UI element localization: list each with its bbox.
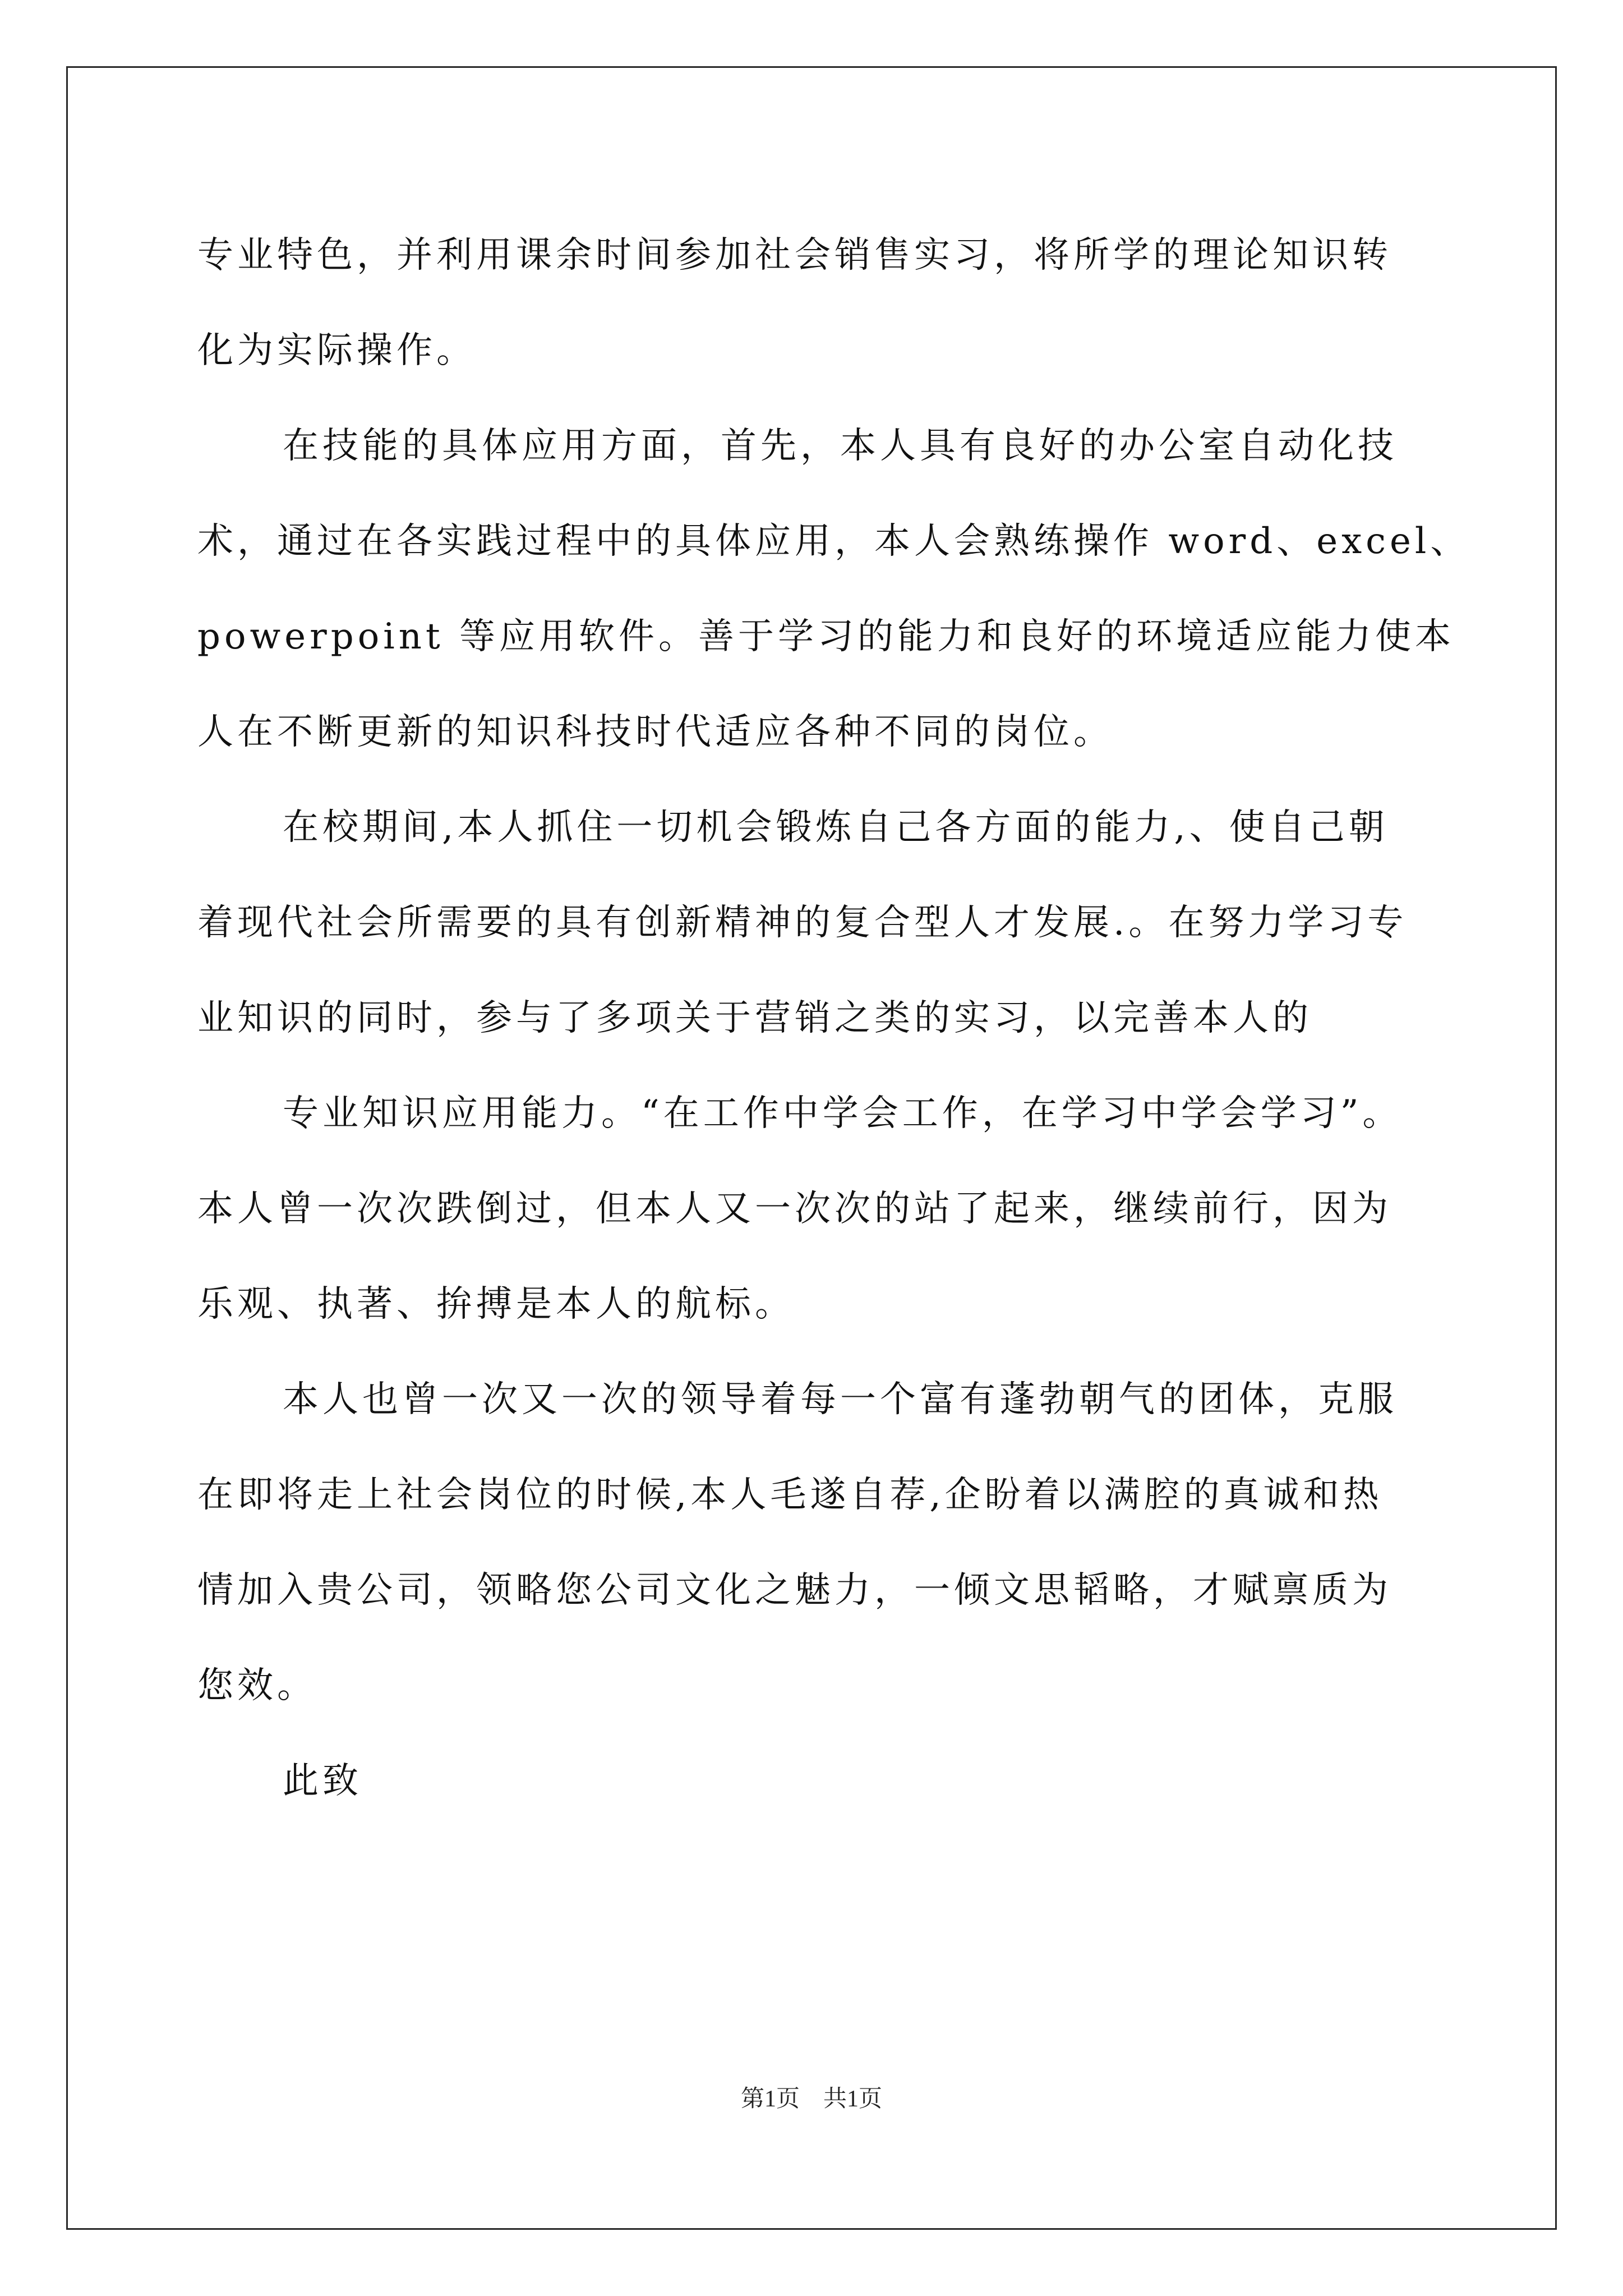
document-body [197,208,1470,1829]
closing-salutation: 此致 [283,1760,362,1802]
text-line: powerpoint 等应用软件。善于学习的能力和良好的环境适应能力使本 [197,616,1455,657]
text-line: 业知识的同时，参与了多项关于营销之类的实习，以完善本人的 [197,997,1312,1039]
text-line: 本人也曾一次又一次的领导着每一个富有蓬勃朝气的团体，克服 [283,1379,1398,1420]
text-line: 术，通过在各实践过程中的具体应用，本人会熟练操作 word、excel、 [197,521,1470,562]
text-line: 您效。 [197,1665,317,1706]
text-line: 情加入贵公司，领略您公司文化之魅力，一倾文思韬略，才赋禀质为 [197,1570,1392,1611]
text-line: 化为实际操作。 [197,330,476,371]
text-line: 本人曾一次次跌倒过，但本人又一次次的站了起来，继续前行，因为 [197,1188,1392,1230]
text-line: 着现代社会所需要的具有创新精神的复合型人才发展.。在努力学习专 [197,902,1408,944]
page-number-footer: 第1页 共1页 [740,2086,882,2112]
text-line: 专业特色，并利用课余时间参加社会销售实习，将所学的理论知识转 [197,234,1392,276]
text-line: 在校期间,本人抓住一切机会锻炼自己各方面的能力,、使自己朝 [283,807,1389,848]
text-line: 专业知识应用能力。“在工作中学会工作，在学习中学会学习”。 [283,1093,1403,1134]
text-line: 在即将走上社会岗位的时候,本人毛遂自荐,企盼着以满腔的真诚和热 [197,1474,1383,1516]
text-line: 在技能的具体应用方面，首先，本人具有良好的办公室自动化技 [283,425,1398,467]
text-line: 人在不断更新的知识科技时代适应各种不同的岗位。 [197,711,1113,753]
text-line: 乐观、执著、拚搏是本人的航标。 [197,1283,795,1325]
